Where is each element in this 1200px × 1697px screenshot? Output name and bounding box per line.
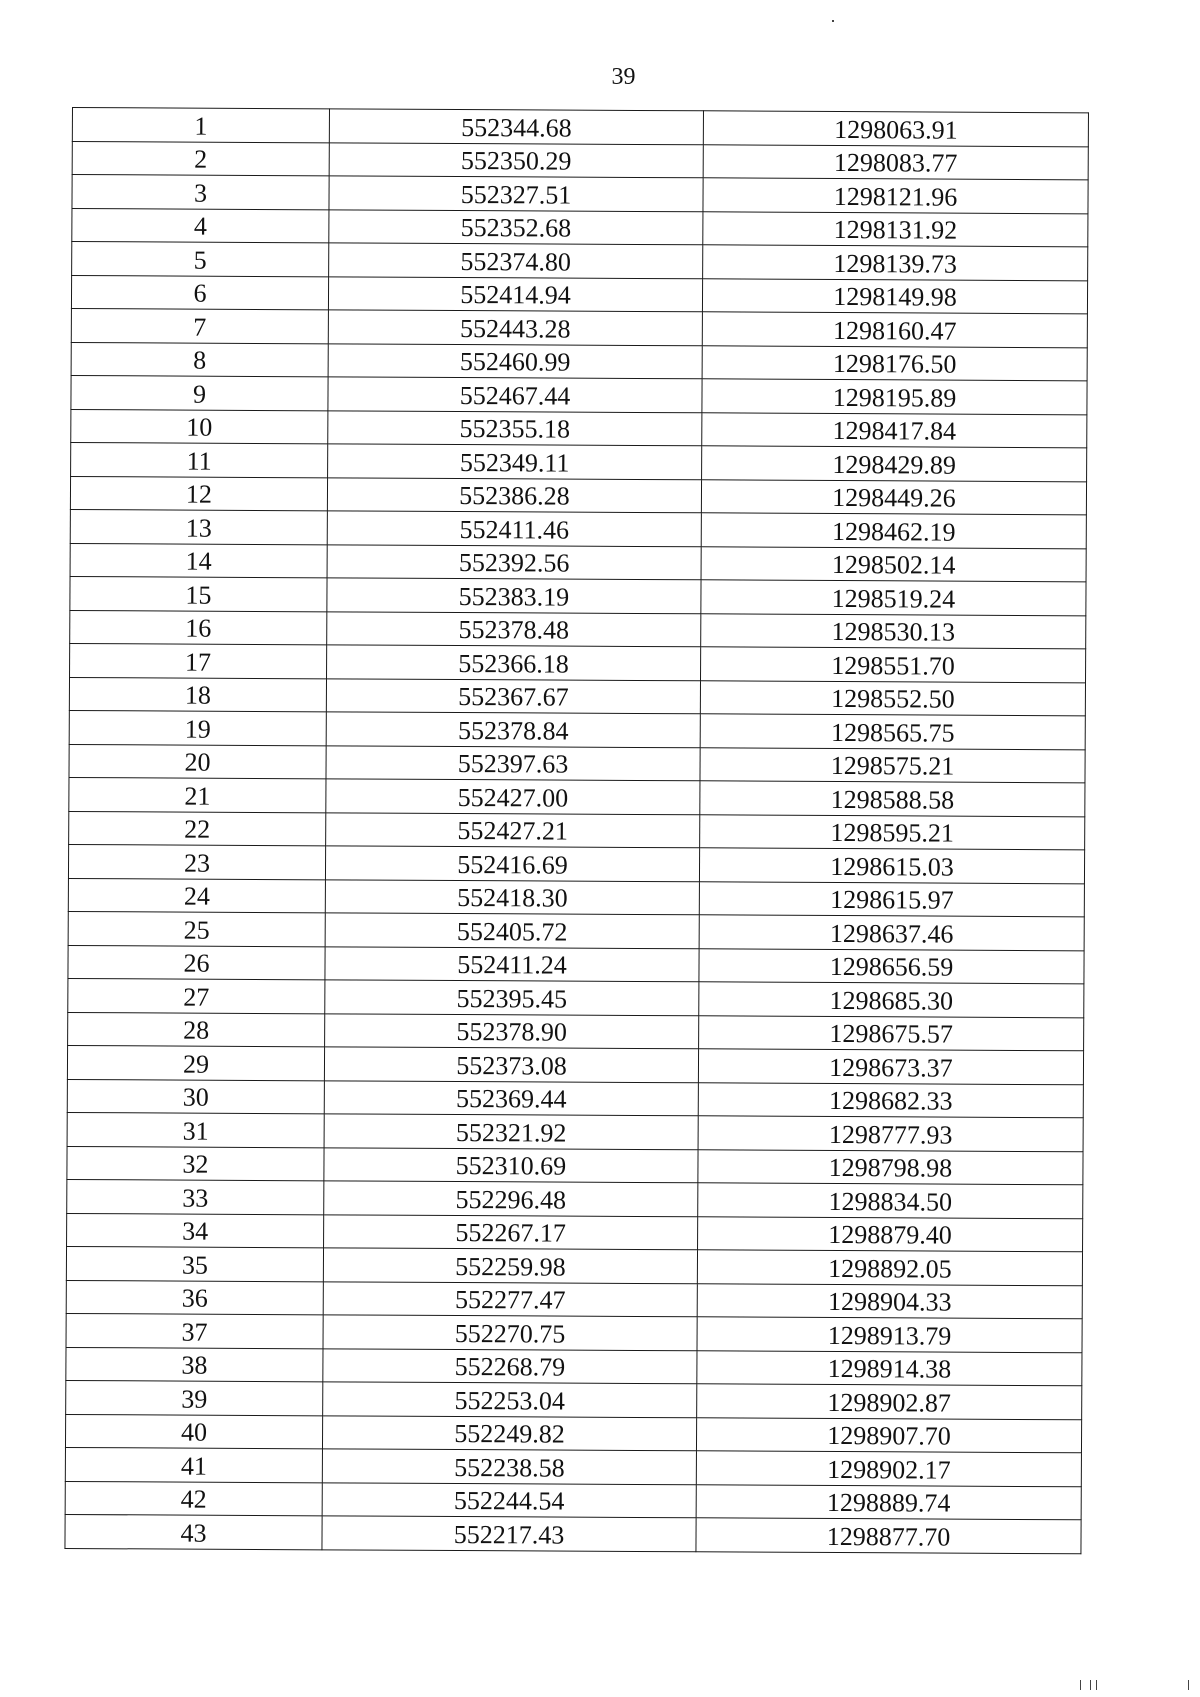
x-coordinate-cell: 552249.82 — [322, 1415, 696, 1450]
y-coordinate-cell: 1298502.14 — [701, 546, 1086, 582]
y-coordinate-cell: 1298902.87 — [697, 1384, 1082, 1420]
y-coordinate-cell: 1298575.21 — [700, 747, 1085, 783]
table-row — [68, 1012, 1084, 1051]
x-coordinate-cell: 552395.45 — [325, 980, 699, 1015]
x-coordinate-cell: 552310.69 — [324, 1147, 698, 1182]
point-number-cell: 11 — [71, 442, 328, 477]
scan-speck — [1188, 1680, 1189, 1690]
x-coordinate-cell: 552378.84 — [326, 712, 700, 747]
point-number-cell: 30 — [67, 1079, 324, 1114]
y-coordinate-cell: 1298682.33 — [698, 1082, 1083, 1118]
point-number-cell: 34 — [67, 1213, 324, 1248]
x-coordinate-cell: 552349.11 — [328, 444, 702, 479]
scan-speck — [1080, 1680, 1081, 1690]
point-number-cell: 21 — [69, 777, 326, 812]
scan-speck — [832, 20, 834, 22]
y-coordinate-cell: 1298877.70 — [696, 1518, 1081, 1554]
y-coordinate-cell: 1298417.84 — [702, 412, 1087, 448]
y-coordinate-cell: 1298902.17 — [696, 1451, 1081, 1487]
table-row — [72, 208, 1088, 247]
x-coordinate-cell: 552267.17 — [324, 1214, 698, 1249]
x-coordinate-cell: 552416.69 — [325, 846, 699, 881]
table-row — [65, 1514, 1081, 1553]
point-number-cell: 3 — [72, 175, 329, 210]
table-row — [68, 945, 1084, 984]
x-coordinate-cell: 552296.48 — [324, 1181, 698, 1216]
point-number-cell: 12 — [70, 476, 327, 511]
table-row — [71, 308, 1087, 347]
point-number-cell: 26 — [68, 945, 325, 980]
x-coordinate-cell: 552411.46 — [327, 511, 701, 546]
x-coordinate-cell: 552366.18 — [327, 645, 701, 680]
point-number-cell: 1 — [72, 108, 329, 143]
x-coordinate-cell: 552374.80 — [329, 243, 703, 278]
point-number-cell: 27 — [68, 978, 325, 1013]
table-row — [67, 1045, 1083, 1084]
point-number-cell: 33 — [67, 1179, 324, 1214]
x-coordinate-cell: 552411.24 — [325, 946, 699, 981]
y-coordinate-cell: 1298449.26 — [701, 479, 1086, 515]
table-row — [71, 375, 1087, 414]
y-coordinate-cell: 1298530.13 — [701, 613, 1086, 649]
y-coordinate-cell: 1298429.89 — [702, 446, 1087, 482]
table-row — [70, 576, 1086, 615]
table-row — [72, 141, 1088, 180]
point-number-cell: 4 — [72, 208, 329, 243]
point-number-cell: 13 — [70, 509, 327, 544]
table-row — [67, 1079, 1083, 1118]
x-coordinate-cell: 552367.67 — [326, 678, 700, 713]
point-number-cell: 17 — [70, 643, 327, 678]
table-row — [68, 911, 1084, 950]
table-row — [65, 1481, 1081, 1520]
x-coordinate-cell: 552321.92 — [324, 1114, 698, 1149]
x-coordinate-cell: 552270.75 — [323, 1315, 697, 1350]
x-coordinate-cell: 552405.72 — [325, 913, 699, 948]
x-coordinate-cell: 552386.28 — [327, 477, 701, 512]
y-coordinate-cell: 1298131.92 — [703, 211, 1088, 247]
x-coordinate-cell: 552414.94 — [328, 276, 702, 311]
x-coordinate-cell: 552443.28 — [328, 310, 702, 345]
x-coordinate-cell: 552355.18 — [328, 410, 702, 445]
table-row — [66, 1347, 1082, 1386]
point-number-cell: 5 — [72, 242, 329, 277]
y-coordinate-cell: 1298121.96 — [703, 178, 1088, 214]
y-coordinate-cell: 1298519.24 — [701, 580, 1086, 616]
point-number-cell: 6 — [71, 275, 328, 310]
point-number-cell: 37 — [66, 1313, 323, 1348]
point-number-cell: 40 — [65, 1414, 322, 1449]
point-number-cell: 9 — [71, 375, 328, 410]
y-coordinate-cell: 1298889.74 — [696, 1484, 1081, 1520]
y-coordinate-cell: 1298904.33 — [697, 1283, 1082, 1319]
table-row — [70, 543, 1086, 582]
coordinates-table — [64, 107, 1089, 1554]
x-coordinate-cell: 552397.63 — [326, 745, 700, 780]
table-row — [66, 1280, 1082, 1319]
point-number-cell: 20 — [69, 744, 326, 779]
table-row — [65, 1414, 1081, 1453]
y-coordinate-cell: 1298914.38 — [697, 1350, 1082, 1386]
x-coordinate-cell: 552253.04 — [323, 1382, 697, 1417]
table-row — [68, 978, 1084, 1017]
x-coordinate-cell: 552217.43 — [322, 1516, 696, 1551]
point-number-cell: 14 — [70, 543, 327, 578]
y-coordinate-cell: 1298615.97 — [699, 881, 1084, 917]
y-coordinate-cell: 1298551.70 — [701, 647, 1086, 683]
page-number: 39 — [611, 64, 636, 90]
table-row — [69, 744, 1085, 783]
point-number-cell: 23 — [68, 844, 325, 879]
table-row — [70, 509, 1086, 548]
table-row — [70, 643, 1086, 682]
table-row — [69, 811, 1085, 850]
x-coordinate-cell: 552378.48 — [327, 611, 701, 646]
x-coordinate-cell: 552277.47 — [323, 1281, 697, 1316]
y-coordinate-cell: 1298462.19 — [701, 513, 1086, 549]
table-row — [71, 442, 1087, 481]
y-coordinate-cell: 1298675.57 — [699, 1015, 1084, 1051]
y-coordinate-cell: 1298588.58 — [700, 781, 1085, 817]
point-number-cell: 43 — [65, 1514, 322, 1549]
point-number-cell: 19 — [69, 710, 326, 745]
x-coordinate-cell: 552373.08 — [324, 1047, 698, 1082]
table-row — [72, 242, 1088, 281]
x-coordinate-cell: 552427.00 — [326, 779, 700, 814]
y-coordinate-cell: 1298892.05 — [697, 1250, 1082, 1286]
y-coordinate-cell: 1298176.50 — [702, 345, 1087, 381]
table-row — [69, 710, 1085, 749]
point-number-cell: 31 — [67, 1112, 324, 1147]
point-number-cell: 32 — [67, 1146, 324, 1181]
x-coordinate-cell: 552238.58 — [322, 1449, 696, 1484]
point-number-cell: 29 — [67, 1045, 324, 1080]
point-number-cell: 2 — [72, 141, 329, 176]
y-coordinate-cell: 1298798.98 — [698, 1149, 1083, 1185]
point-number-cell: 7 — [71, 308, 328, 343]
x-coordinate-cell: 552369.44 — [324, 1080, 698, 1115]
scan-speck — [1096, 1680, 1097, 1690]
scan-speck — [1090, 1680, 1091, 1690]
y-coordinate-cell: 1298083.77 — [703, 144, 1088, 180]
point-number-cell: 18 — [69, 677, 326, 712]
table-row — [72, 108, 1088, 147]
x-coordinate-cell: 552350.29 — [329, 142, 703, 177]
table-row — [71, 342, 1087, 381]
table-row — [67, 1112, 1083, 1151]
y-coordinate-cell: 1298637.46 — [699, 915, 1084, 951]
x-coordinate-cell: 552460.99 — [328, 343, 702, 378]
y-coordinate-cell: 1298160.47 — [702, 312, 1087, 348]
y-coordinate-cell: 1298907.70 — [696, 1417, 1081, 1453]
y-coordinate-cell: 1298673.37 — [698, 1049, 1083, 1085]
point-number-cell: 28 — [68, 1012, 325, 1047]
table-row — [68, 878, 1084, 917]
point-number-cell: 41 — [65, 1447, 322, 1482]
y-coordinate-cell: 1298139.73 — [703, 245, 1088, 281]
point-number-cell: 10 — [71, 409, 328, 444]
table-row — [71, 275, 1087, 314]
x-coordinate-cell: 552268.79 — [323, 1348, 697, 1383]
point-number-cell: 42 — [65, 1481, 322, 1516]
table-row — [72, 175, 1088, 214]
table-row — [69, 677, 1085, 716]
table-row — [67, 1146, 1083, 1185]
x-coordinate-cell: 552378.90 — [325, 1013, 699, 1048]
y-coordinate-cell: 1298656.59 — [699, 948, 1084, 984]
table-row — [67, 1179, 1083, 1218]
table-row — [71, 409, 1087, 448]
y-coordinate-cell: 1298595.21 — [700, 814, 1085, 850]
y-coordinate-cell: 1298063.91 — [703, 111, 1088, 147]
y-coordinate-cell: 1298777.93 — [698, 1116, 1083, 1152]
x-coordinate-cell: 552259.98 — [323, 1248, 697, 1283]
table-row — [70, 476, 1086, 515]
x-coordinate-cell: 552344.68 — [329, 109, 703, 144]
table-row — [66, 1380, 1082, 1419]
point-number-cell: 8 — [71, 342, 328, 377]
y-coordinate-cell: 1298913.79 — [697, 1317, 1082, 1353]
table-row — [67, 1213, 1083, 1252]
point-number-cell: 24 — [68, 878, 325, 913]
y-coordinate-cell: 1298552.50 — [700, 680, 1085, 716]
table-row — [66, 1246, 1082, 1285]
point-number-cell: 25 — [68, 911, 325, 946]
point-number-cell: 38 — [66, 1347, 323, 1382]
y-coordinate-cell: 1298565.75 — [700, 714, 1085, 750]
point-number-cell: 36 — [66, 1280, 323, 1315]
y-coordinate-cell: 1298685.30 — [699, 982, 1084, 1018]
x-coordinate-cell: 552418.30 — [325, 879, 699, 914]
table-row — [70, 610, 1086, 649]
y-coordinate-cell: 1298615.03 — [699, 848, 1084, 884]
point-number-cell: 15 — [70, 576, 327, 611]
y-coordinate-cell: 1298195.89 — [702, 379, 1087, 415]
y-coordinate-cell: 1298834.50 — [698, 1183, 1083, 1219]
x-coordinate-cell: 552383.19 — [327, 578, 701, 613]
point-number-cell: 16 — [70, 610, 327, 645]
point-number-cell: 35 — [66, 1246, 323, 1281]
table-row — [68, 844, 1084, 883]
y-coordinate-cell: 1298879.40 — [698, 1216, 1083, 1252]
table-row — [65, 1447, 1081, 1486]
point-number-cell: 22 — [69, 811, 326, 846]
x-coordinate-cell: 552352.68 — [329, 209, 703, 244]
point-number-cell: 39 — [66, 1380, 323, 1415]
table-row — [66, 1313, 1082, 1352]
y-coordinate-cell: 1298149.98 — [702, 278, 1087, 314]
x-coordinate-cell: 552327.51 — [329, 176, 703, 211]
x-coordinate-cell: 552467.44 — [328, 377, 702, 412]
x-coordinate-cell: 552427.21 — [326, 812, 700, 847]
x-coordinate-cell: 552392.56 — [327, 544, 701, 579]
table-row — [69, 777, 1085, 816]
x-coordinate-cell: 552244.54 — [322, 1482, 696, 1517]
table-body — [65, 108, 1089, 1554]
